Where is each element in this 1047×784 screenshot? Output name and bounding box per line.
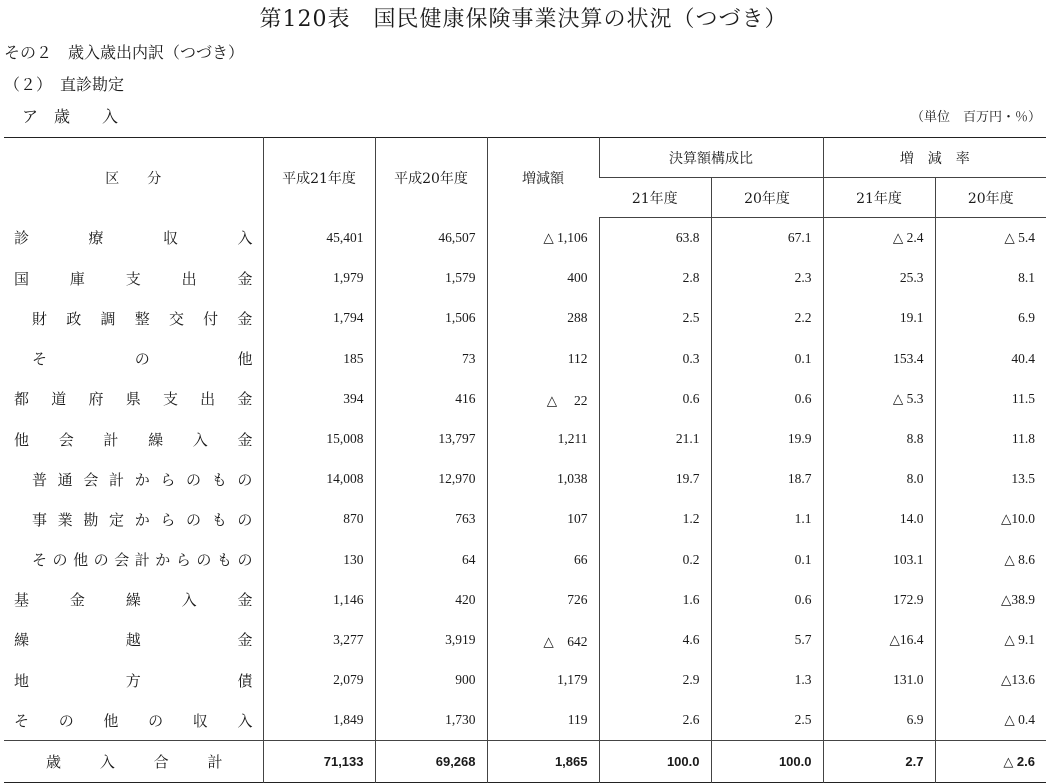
table-row <box>4 379 1046 419</box>
header-composition-fy21: 21年度 <box>599 178 711 218</box>
table-body <box>4 218 1046 783</box>
cell-diff: 288 <box>487 298 599 338</box>
page-title: 第120表 国民健康保険事業決算の状況（つづき） <box>259 7 788 32</box>
cell-r20: 8.1 <box>935 258 1046 298</box>
cell-c20: 100.0 <box>711 741 823 782</box>
cell-v21: 45,401 <box>263 218 375 259</box>
cell-v20: 1,730 <box>375 700 487 741</box>
cell-diff: 1,038 <box>487 459 599 499</box>
cell-c21: 2.9 <box>599 660 711 700</box>
cell-v20: 1,579 <box>375 258 487 298</box>
cell-v20: 12,970 <box>375 459 487 499</box>
cell-r21: 8.8 <box>823 419 935 459</box>
subsection-subtitle: （２） 直診勘定 <box>4 75 125 94</box>
cell-r21: 14.0 <box>823 499 935 539</box>
row-label <box>4 700 263 741</box>
cell-r21: △16.4 <box>823 620 935 660</box>
cell-r20: △10.0 <box>935 499 1046 539</box>
row-label-text: 基 金 繰 入 金 <box>14 593 253 610</box>
header-rate: 増 減 率 <box>823 138 1046 178</box>
cell-v20: 3,919 <box>375 620 487 660</box>
cell-c21: 1.2 <box>599 499 711 539</box>
cell-c21: 100.0 <box>599 741 711 782</box>
header-fy21: 平成21年度 <box>263 138 375 218</box>
cell-r21: 25.3 <box>823 258 935 298</box>
cell-v21: 1,849 <box>263 700 375 741</box>
cell-r21: 6.9 <box>823 700 935 741</box>
row-label <box>4 741 263 782</box>
cell-v20: 1,506 <box>375 298 487 338</box>
cell-c21: 4.6 <box>599 620 711 660</box>
cell-r21: 153.4 <box>823 339 935 379</box>
section-subtitle: その２ 歳入歳出内訳（つづき） <box>4 43 245 62</box>
row-label <box>4 419 263 459</box>
unit-note: （単位 百万円・％） <box>910 110 1041 125</box>
cell-r21: 172.9 <box>823 580 935 620</box>
cell-r21: △ 5.3 <box>823 379 935 419</box>
table-row <box>4 339 1046 379</box>
cell-diff: 1,211 <box>487 419 599 459</box>
row-label <box>4 459 263 499</box>
table-row <box>4 499 1046 539</box>
header-rate-fy20: 20年度 <box>935 178 1046 218</box>
cell-r20: △ 0.4 <box>935 700 1046 741</box>
cell-v20: 763 <box>375 499 487 539</box>
row-label-text: 地 方 債 <box>14 673 253 690</box>
cell-diff: 726 <box>487 580 599 620</box>
cell-diff: △ 642 <box>487 620 599 660</box>
table-caption: ア 歳 入 <box>22 107 119 126</box>
cell-c20: 0.6 <box>711 580 823 620</box>
row-label-text: 他 会 計 繰 入 金 <box>14 432 253 449</box>
cell-v20: 64 <box>375 540 487 580</box>
cell-diff: 400 <box>487 258 599 298</box>
cell-c21: 2.5 <box>599 298 711 338</box>
cell-r21: 103.1 <box>823 540 935 580</box>
header-rate-fy21: 21年度 <box>823 178 935 218</box>
cell-diff: 66 <box>487 540 599 580</box>
cell-c20: 2.2 <box>711 298 823 338</box>
cell-r20: 13.5 <box>935 459 1046 499</box>
cell-c20: 0.6 <box>711 379 823 419</box>
table-row <box>4 660 1046 700</box>
cell-r20: △ 9.1 <box>935 620 1046 660</box>
row-label <box>4 379 263 419</box>
cell-c21: 21.1 <box>599 419 711 459</box>
cell-v21: 14,008 <box>263 459 375 499</box>
row-label-text: 普 通 会 計 か ら の も の <box>32 472 253 489</box>
cell-c21: 0.3 <box>599 339 711 379</box>
row-label <box>4 620 263 660</box>
cell-c21: 0.2 <box>599 540 711 580</box>
cell-r21: 19.1 <box>823 298 935 338</box>
cell-v20: 46,507 <box>375 218 487 259</box>
header-composition-fy20: 20年度 <box>711 178 823 218</box>
cell-c20: 67.1 <box>711 218 823 259</box>
cell-c21: 1.6 <box>599 580 711 620</box>
cell-v20: 416 <box>375 379 487 419</box>
table-row <box>4 700 1046 741</box>
header-fy20: 平成20年度 <box>375 138 487 218</box>
cell-r20: 6.9 <box>935 298 1046 338</box>
table-row <box>4 620 1046 660</box>
cell-r21: 131.0 <box>823 660 935 700</box>
cell-v21: 870 <box>263 499 375 539</box>
cell-c20: 2.5 <box>711 700 823 741</box>
revenue-table <box>4 137 1046 783</box>
cell-v20: 900 <box>375 660 487 700</box>
cell-v20: 13,797 <box>375 419 487 459</box>
cell-v21: 15,008 <box>263 419 375 459</box>
cell-c21: 19.7 <box>599 459 711 499</box>
row-label-text: そ の 他 の 会 計 か ら の も の <box>32 553 253 570</box>
table-row <box>4 419 1046 459</box>
header-composition: 決算額構成比 <box>599 138 823 178</box>
table-row <box>4 540 1046 580</box>
cell-v20: 73 <box>375 339 487 379</box>
cell-v20: 420 <box>375 580 487 620</box>
cell-v21: 130 <box>263 540 375 580</box>
cell-r21: 2.7 <box>823 741 935 782</box>
cell-diff: 119 <box>487 700 599 741</box>
cell-diff: 107 <box>487 499 599 539</box>
row-label-text: 国 庫 支 出 金 <box>14 271 253 288</box>
header-category: 区 分 <box>105 170 162 187</box>
cell-c21: 2.6 <box>599 700 711 741</box>
cell-v20: 69,268 <box>375 741 487 782</box>
row-label <box>4 580 263 620</box>
cell-c21: 2.8 <box>599 258 711 298</box>
cell-diff: 1,179 <box>487 660 599 700</box>
row-label-text: 財 政 調 整 交 付 金 <box>32 311 253 328</box>
row-label <box>4 218 263 259</box>
row-label-text: 事 業 勘 定 か ら の も の <box>32 512 253 529</box>
cell-v21: 1,146 <box>263 580 375 620</box>
cell-c20: 2.3 <box>711 258 823 298</box>
cell-r20: 40.4 <box>935 339 1046 379</box>
cell-c20: 18.7 <box>711 459 823 499</box>
cell-r20: △ 8.6 <box>935 540 1046 580</box>
cell-r20: △38.9 <box>935 580 1046 620</box>
cell-diff: 112 <box>487 339 599 379</box>
cell-r20: 11.8 <box>935 419 1046 459</box>
row-label <box>4 540 263 580</box>
row-label <box>4 258 263 298</box>
row-label <box>4 339 263 379</box>
cell-c21: 63.8 <box>599 218 711 259</box>
table-row <box>4 580 1046 620</box>
row-label-text: 繰 越 金 <box>14 633 253 650</box>
table-row <box>4 298 1046 338</box>
row-label-text: そ の 他 <box>32 352 253 369</box>
row-label <box>4 660 263 700</box>
cell-r21: 8.0 <box>823 459 935 499</box>
cell-v21: 394 <box>263 379 375 419</box>
row-label <box>4 298 263 338</box>
cell-v21: 71,133 <box>263 741 375 782</box>
cell-v21: 3,277 <box>263 620 375 660</box>
cell-c20: 1.1 <box>711 499 823 539</box>
cell-diff: 1,865 <box>487 741 599 782</box>
cell-r20: △ 2.6 <box>935 741 1046 782</box>
cell-r20: △13.6 <box>935 660 1046 700</box>
cell-c20: 1.3 <box>711 660 823 700</box>
cell-r20: 11.5 <box>935 379 1046 419</box>
header-change: 増減額 <box>487 138 599 218</box>
cell-v21: 1,979 <box>263 258 375 298</box>
cell-diff: △ 1,106 <box>487 218 599 259</box>
cell-diff: △ 22 <box>487 379 599 419</box>
table-row <box>4 741 1046 782</box>
cell-c20: 0.1 <box>711 339 823 379</box>
row-label-text: 診 療 収 入 <box>14 231 253 248</box>
row-label-text: そ の 他 の 収 入 <box>14 713 253 730</box>
cell-v21: 2,079 <box>263 660 375 700</box>
cell-c20: 0.1 <box>711 540 823 580</box>
table-row <box>4 258 1046 298</box>
cell-c20: 19.9 <box>711 419 823 459</box>
cell-v21: 1,794 <box>263 298 375 338</box>
cell-c20: 5.7 <box>711 620 823 660</box>
cell-c21: 0.6 <box>599 379 711 419</box>
cell-v21: 185 <box>263 339 375 379</box>
row-label-text: 都 道 府 県 支 出 金 <box>14 392 253 409</box>
table-row <box>4 459 1046 499</box>
table-row <box>4 218 1046 259</box>
row-label <box>4 499 263 539</box>
cell-r20: △ 5.4 <box>935 218 1046 259</box>
row-label-text: 歳 入 合 計 <box>46 753 223 772</box>
cell-r21: △ 2.4 <box>823 218 935 259</box>
